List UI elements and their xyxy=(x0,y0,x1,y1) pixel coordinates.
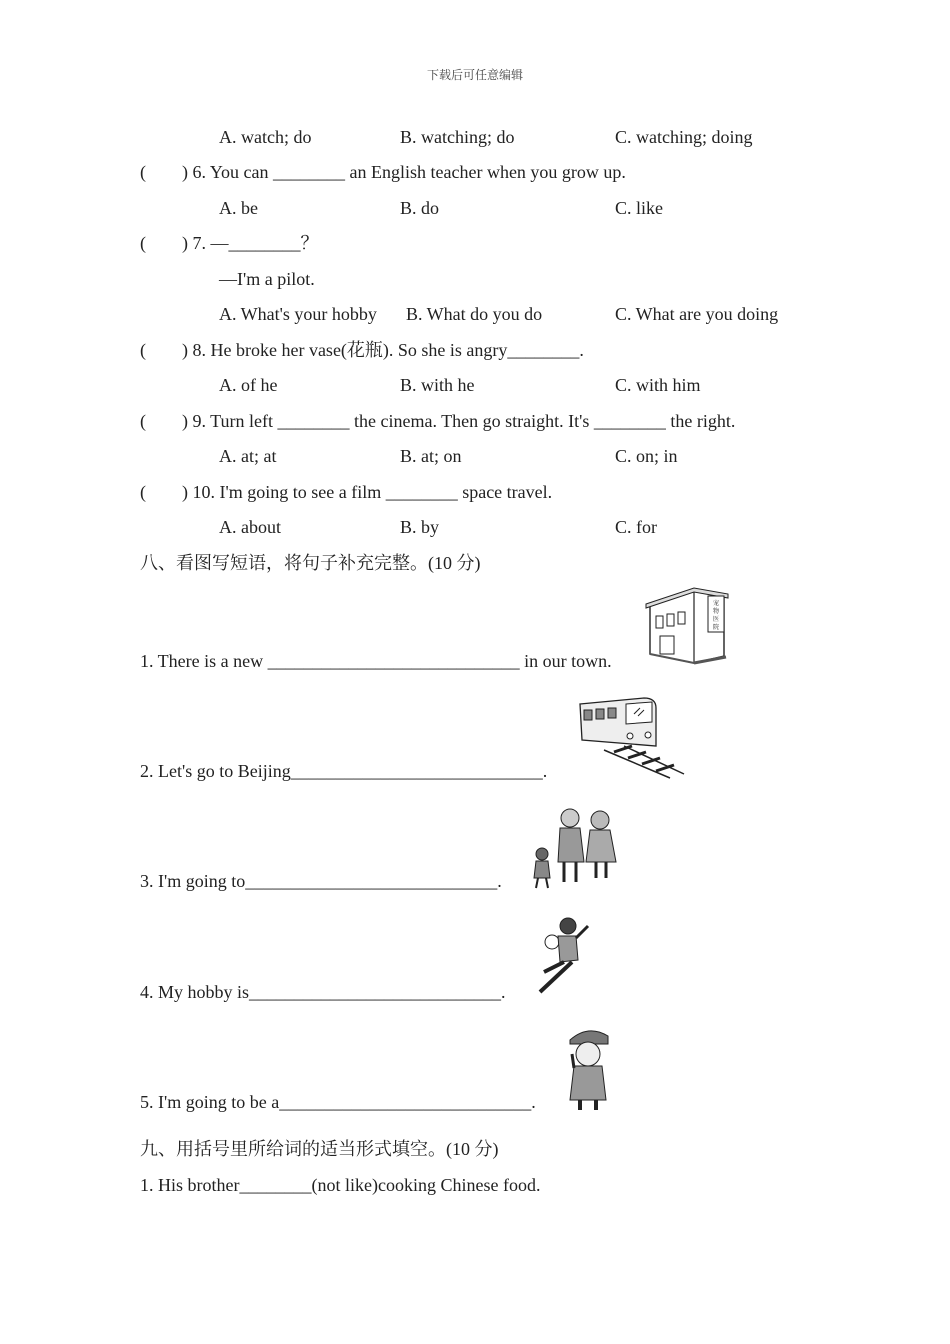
q7-option-a: A. What's your hobby xyxy=(219,304,377,324)
page-header: 下载后可任意编辑 xyxy=(426,68,523,82)
section8-item-2: 2. Let's go to Beijing____________________________. xyxy=(140,761,548,781)
q8-option-c: C. with him xyxy=(615,375,701,395)
q7-reply: —I'm a pilot. xyxy=(219,269,315,289)
q5-option-c: C. watching; doing xyxy=(615,127,753,147)
section8-item-4: 4. My hobby is____________________________. xyxy=(140,982,506,1002)
q9-option-a: A. at; at xyxy=(219,446,277,466)
q10-option-c: C. for xyxy=(615,517,657,537)
pilot-image xyxy=(562,1024,614,1112)
section8-title: 八、看图写短语，将句子补充完整。(10 分) xyxy=(140,553,481,573)
q9-option-c: C. on; in xyxy=(615,446,678,466)
q9-option-b: B. at; on xyxy=(400,446,462,466)
q10-stem: ( ) 10. I'm going to see a film ________ space travel. xyxy=(140,482,553,502)
q6-option-c: C. like xyxy=(615,198,663,218)
q5-option-a: A. watch; do xyxy=(219,127,312,147)
q7-stem: ( ) 7. —________？ xyxy=(140,233,319,253)
q8-option-b: B. with he xyxy=(400,375,475,395)
q5-option-b: B. watching; do xyxy=(400,127,515,147)
pet-hospital-image xyxy=(644,586,730,666)
q10-option-a: A. about xyxy=(219,517,281,537)
q6-option-b: B. do xyxy=(400,198,440,218)
section9-title: 九、用括号里所给词的适当形式填空。(10 分) xyxy=(140,1139,499,1159)
section8-item-5: 5. I'm going to be a____________________________. xyxy=(140,1092,536,1112)
q9-stem: ( ) 9. Turn left ________ the cinema. Then go straight. It's ________ the right. xyxy=(140,411,736,431)
section9-item-1: 1. His brother________(not like)cooking Chinese food. xyxy=(140,1175,541,1195)
q7-option-b: B. What do you do xyxy=(406,304,543,324)
section8-item-3: 3. I'm going to____________________________. xyxy=(140,871,502,891)
sign-char-1: 宠物医院 xyxy=(712,600,720,631)
q10-option-b: B. by xyxy=(400,517,440,537)
section8-item-1: 1. There is a new ____________________________ in our town. xyxy=(140,651,612,671)
train-image xyxy=(574,694,688,782)
q8-option-a: A. of he xyxy=(219,375,278,395)
q6-option-a: A. be xyxy=(219,198,258,218)
q7-option-c: C. What are you doing xyxy=(615,304,779,324)
q8-stem: ( ) 8. He broke her vase(花瓶). So she is angry________. xyxy=(140,340,584,360)
football-boy-image xyxy=(530,914,594,998)
q6-stem: ( ) 6. You can ________ an English teacher when you grow up. xyxy=(140,162,626,182)
grandparents-image xyxy=(528,806,620,890)
